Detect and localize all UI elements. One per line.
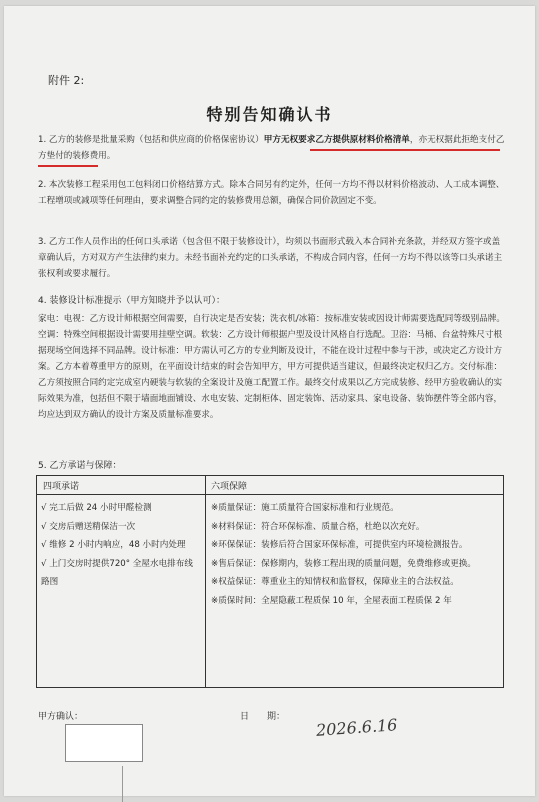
- table-header-commitments: 四项承诺: [43, 482, 80, 492]
- list-item: √ 上门交房时提供720° 全屋水电排布线路图: [41, 558, 193, 587]
- redacted-signature-box: [65, 724, 143, 762]
- list-item: ※质量保证：施工质量符合国家标准和行业规范。: [211, 503, 399, 513]
- table-header-guarantees: 六项保障: [211, 482, 248, 492]
- clause-1-text-a: 1. 乙方的装修是批量采购（包括和供应商的价格保密协议）: [38, 135, 264, 145]
- clause-1-text-c: ，亦无权据此拒绝支付乙方垫付的装修费用。: [38, 135, 505, 161]
- list-item: √ 完工后做 24 小时甲醛检测: [41, 503, 152, 513]
- list-item: ※售后保证：保修期内，装修工程出现的质量问题，免费维修或更换。: [211, 558, 477, 569]
- commitment-table: [36, 475, 504, 688]
- list-item: √ 维修 2 小时内响应，48 小时内处理: [41, 540, 186, 550]
- table-header-row: [37, 476, 503, 495]
- list-item: ※环保保证：装修后符合国家环保标准，可提供室内环境检测报告。: [211, 540, 468, 550]
- commitments-list: [41, 499, 201, 592]
- clause-4-body: 家电：电视：乙方设计师根据空间需要，自行决定是否安装；洗衣机/冰箱：按标准安装或因设计师需要选配同等级别品牌。空调：特殊空间根据设计需要用挂壁空调。软装：乙方设计师根据户型及设计风格自行选配。卫浴：马桶、台盆特殊尺寸根据现场空间选择不同品牌。设计标准：甲方需认可乙方的专业判断及设计，不能在设计过程中参与干涉，或决定乙方设计方案。乙方本着尊重甲方的原则，在平面设计结束的时会告知甲方，甲方可提供适当建议，但最终决定权归乙方。交付标准：乙方须按照合同约定完成室内硬装与软装的全案设计及施工配置工作。最终交付成果以乙方完成装修、经甲方验收确认的实际效果为准，包括但不限于墙面地面铺设、水电安装、定制柜体、固定装饰、活动家具、家电设备、装饰摆件等全部内容，均应达到双方确认的设计方案及质量标准要求。: [38, 314, 505, 420]
- document-title: 特别告知确认书: [206, 105, 333, 124]
- clause-5-title: 5. 乙方承诺与保障：: [38, 461, 122, 471]
- clause-1-highlight: 甲方无权要求乙方提供原材料价格清单: [263, 135, 410, 145]
- list-item: ※质保时间：全屋隐蔽工程质保 10 年，全屋表面工程质保 2 年: [211, 595, 452, 606]
- handwritten-date: 2026.6.16: [315, 715, 399, 740]
- party-a-confirm-label: 甲方确认：: [38, 712, 84, 722]
- date-label: 日 期：: [240, 712, 286, 722]
- document-page: [4, 6, 535, 796]
- clause-2: 2. 本次装修工程采用包工包料闭口价格结算方式。除本合同另有约定外，任何一方均不得以材料价格波动、人工成本调整、工程增项或减项等任何理由，要求调整合同约定的装修费用总额，确保合同价款固定不变。: [38, 180, 505, 206]
- clause-1: [38, 132, 508, 164]
- guarantees-list: [211, 499, 497, 610]
- list-item: ※权益保证：尊重业主的知情权和监督权，保障业主的合法权益。: [211, 577, 459, 587]
- list-item: ※材料保证：符合环保标准、质量合格，杜绝以次充好。: [211, 521, 425, 532]
- fold-mark: [122, 766, 123, 802]
- red-underline-2: [38, 165, 98, 167]
- attachment-label: 附件 2:: [48, 74, 85, 87]
- red-underline-1: [310, 149, 500, 151]
- table-column-divider: [205, 476, 206, 687]
- list-item: √ 交房后赠送精保洁一次: [41, 521, 136, 532]
- clause-3: 3. 乙方工作人员作出的任何口头承诺（包含但不限于装修设计），均须以书面形式载入本合同补充条款，并经双方签字或盖章确认后，方对双方产生法律约束力。未经书面补充约定的口头承诺，不构成合同内容，任何一方均不得以该等口头承诺主张权利或要求履行。: [38, 237, 503, 279]
- clause-4-title: 4. 装修设计标准提示（甲方知晓并予以认可）：: [38, 296, 225, 306]
